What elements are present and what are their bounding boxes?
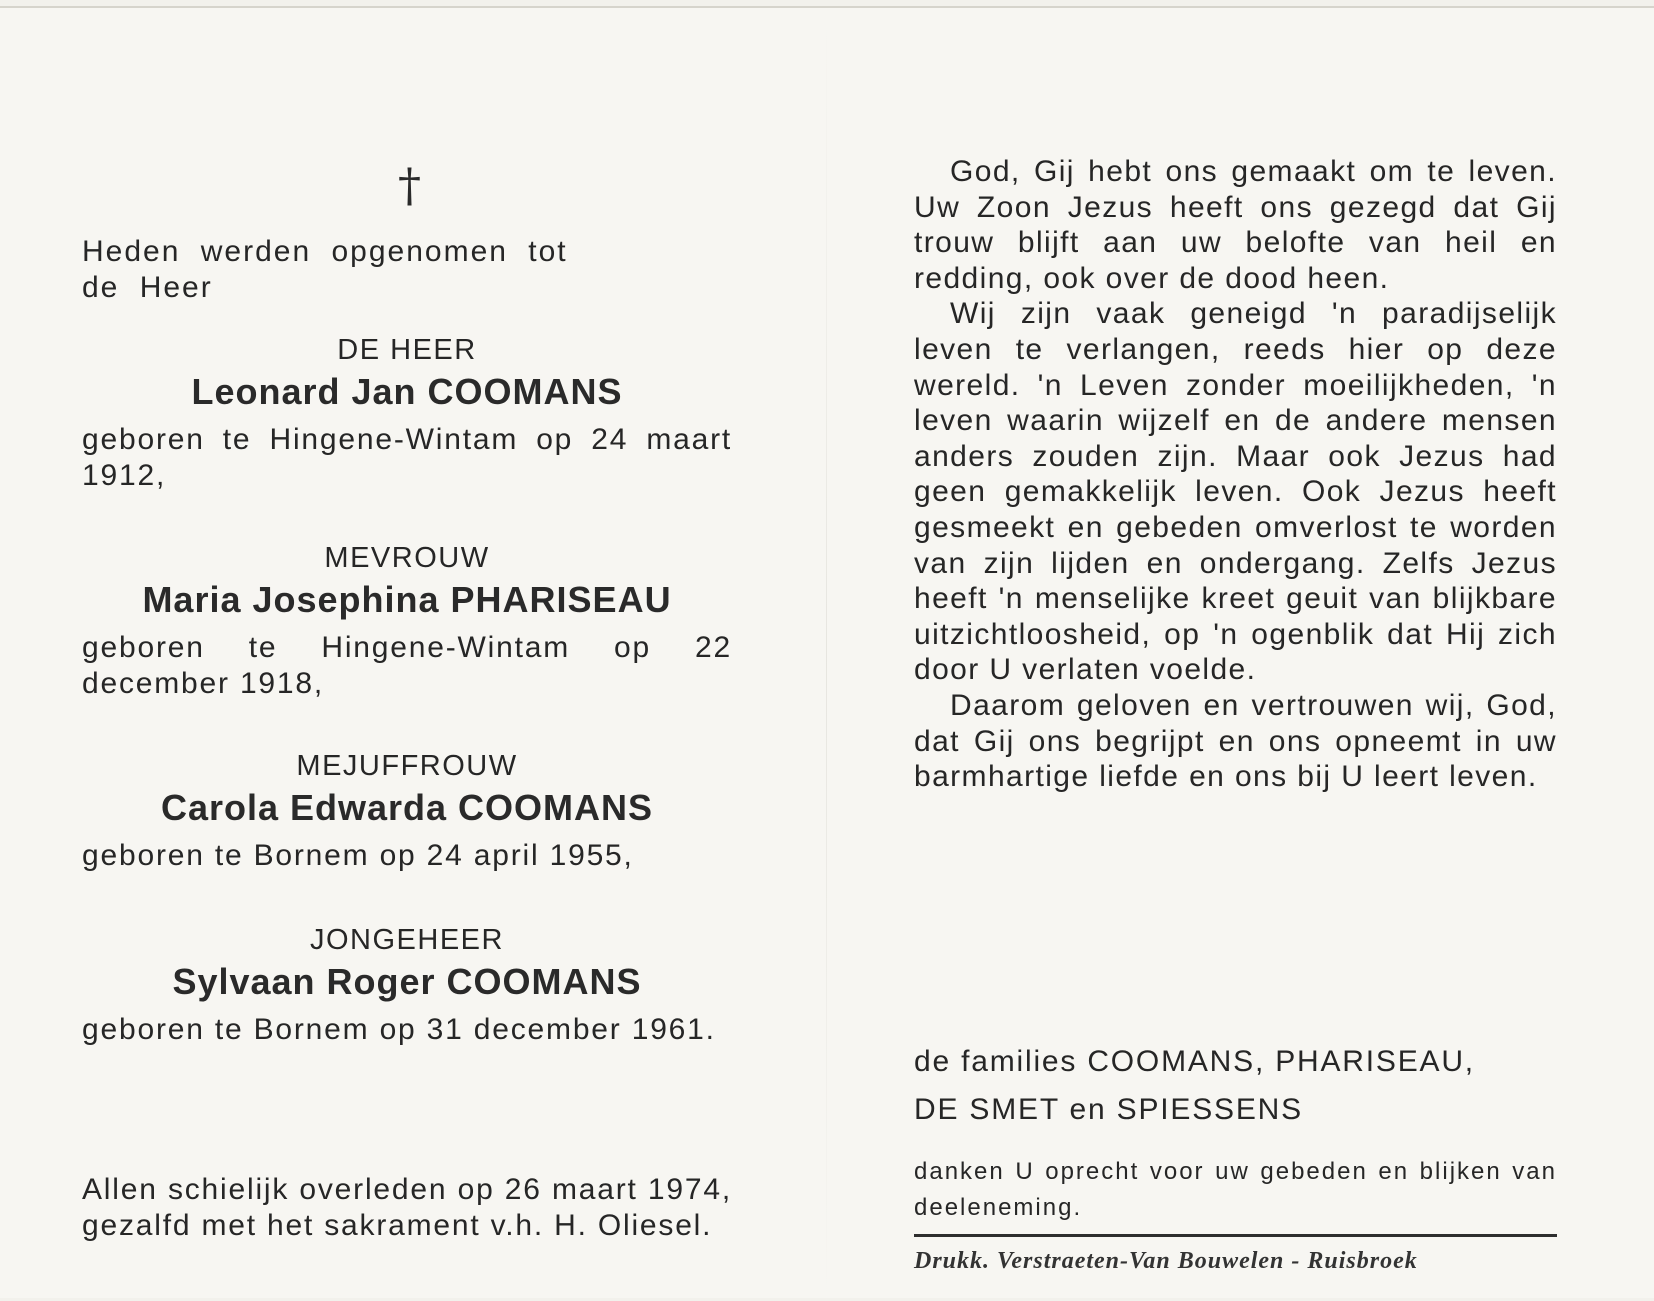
prayer-paragraph: Daarom geloven en vertrouwen wij, God, dat Gij ons begrijpt en ons opneemt in uw barmhartige liefde en ons bij U leert leven. bbox=[914, 688, 1557, 794]
person-entry-4 bbox=[82, 922, 732, 1048]
person-birth: geboren te Bornem op 31 december 1961. bbox=[82, 1013, 716, 1046]
closing-text: Allen schielijk overleden op 26 maart 1974, gezalfd met het sakrament v.h. H. Oliesel. bbox=[82, 1173, 732, 1242]
prayer-text bbox=[914, 154, 1557, 795]
person-name: Carola Edwarda COOMANS bbox=[160, 787, 654, 828]
person-name: Leonard Jan COOMANS bbox=[191, 371, 623, 412]
cross-icon: † bbox=[398, 158, 421, 212]
person-entry-2 bbox=[82, 540, 732, 702]
person-title: JONGEHEER bbox=[310, 924, 504, 956]
person-birth: geboren te Hingene-Wintam op 24 maart 1912, bbox=[82, 423, 732, 492]
printer-credit: Drukk. Verstraeten-Van Bouwelen - Ruisbroek bbox=[914, 1248, 1418, 1274]
memorial-card bbox=[0, 6, 1654, 1298]
families-line: DE SMET en SPIESSENS bbox=[914, 1093, 1303, 1126]
person-entry-3 bbox=[82, 748, 732, 874]
prayer-paragraph: God, Gij hebt ons gemaakt om te leven. Uw Zoon Jezus heeft ons gezegd dat Gij trouw blijft aan uw belofte van heil en redding, ook over de dood heen. bbox=[914, 155, 1557, 295]
thanks-text: danken U oprecht voor uw gebeden en blijken van deeleneming. bbox=[914, 1158, 1557, 1221]
person-title: MEJUFFROUW bbox=[296, 750, 518, 782]
intro-text: Heden werden opgenomen tot de Heer bbox=[82, 235, 568, 304]
prayer-paragraph: Wij zijn vaak geneigd 'n paradijselijk leven te verlangen, reeds hier op deze wereld. 'n Leven zonder moeilijkheden, 'n leven waarin wijzelf en de andere mensen anders zouden zijn. Maar ook Jezus had geen gemakkelijk leven. Ook Jezus heeft gesmeekt en gebeden omverlost te worden van zijn lijden en ondergang. Zelfs Jezus heeft 'n menselijke kreet geuit van blijkbare uitzichtloosheid, op 'n ogenblik dat Hij zich door U verlaten voelde. bbox=[914, 297, 1557, 687]
families-block bbox=[914, 1038, 1554, 1134]
person-title: DE HEER bbox=[337, 334, 477, 366]
person-name: Sylvaan Roger COOMANS bbox=[172, 961, 642, 1002]
person-name: Maria Josephina PHARISEAU bbox=[142, 579, 672, 620]
person-title: MEVROUW bbox=[324, 542, 490, 574]
person-birth: geboren te Bornem op 24 april 1955, bbox=[82, 839, 634, 872]
person-birth: geboren te Hingene-Wintam op 22 december 1918, bbox=[82, 631, 732, 700]
families-line: de families COOMANS, PHARISEAU, bbox=[914, 1045, 1475, 1078]
person-entry-1 bbox=[82, 332, 732, 494]
divider-rule bbox=[914, 1234, 1557, 1237]
card-fold bbox=[826, 16, 827, 1301]
